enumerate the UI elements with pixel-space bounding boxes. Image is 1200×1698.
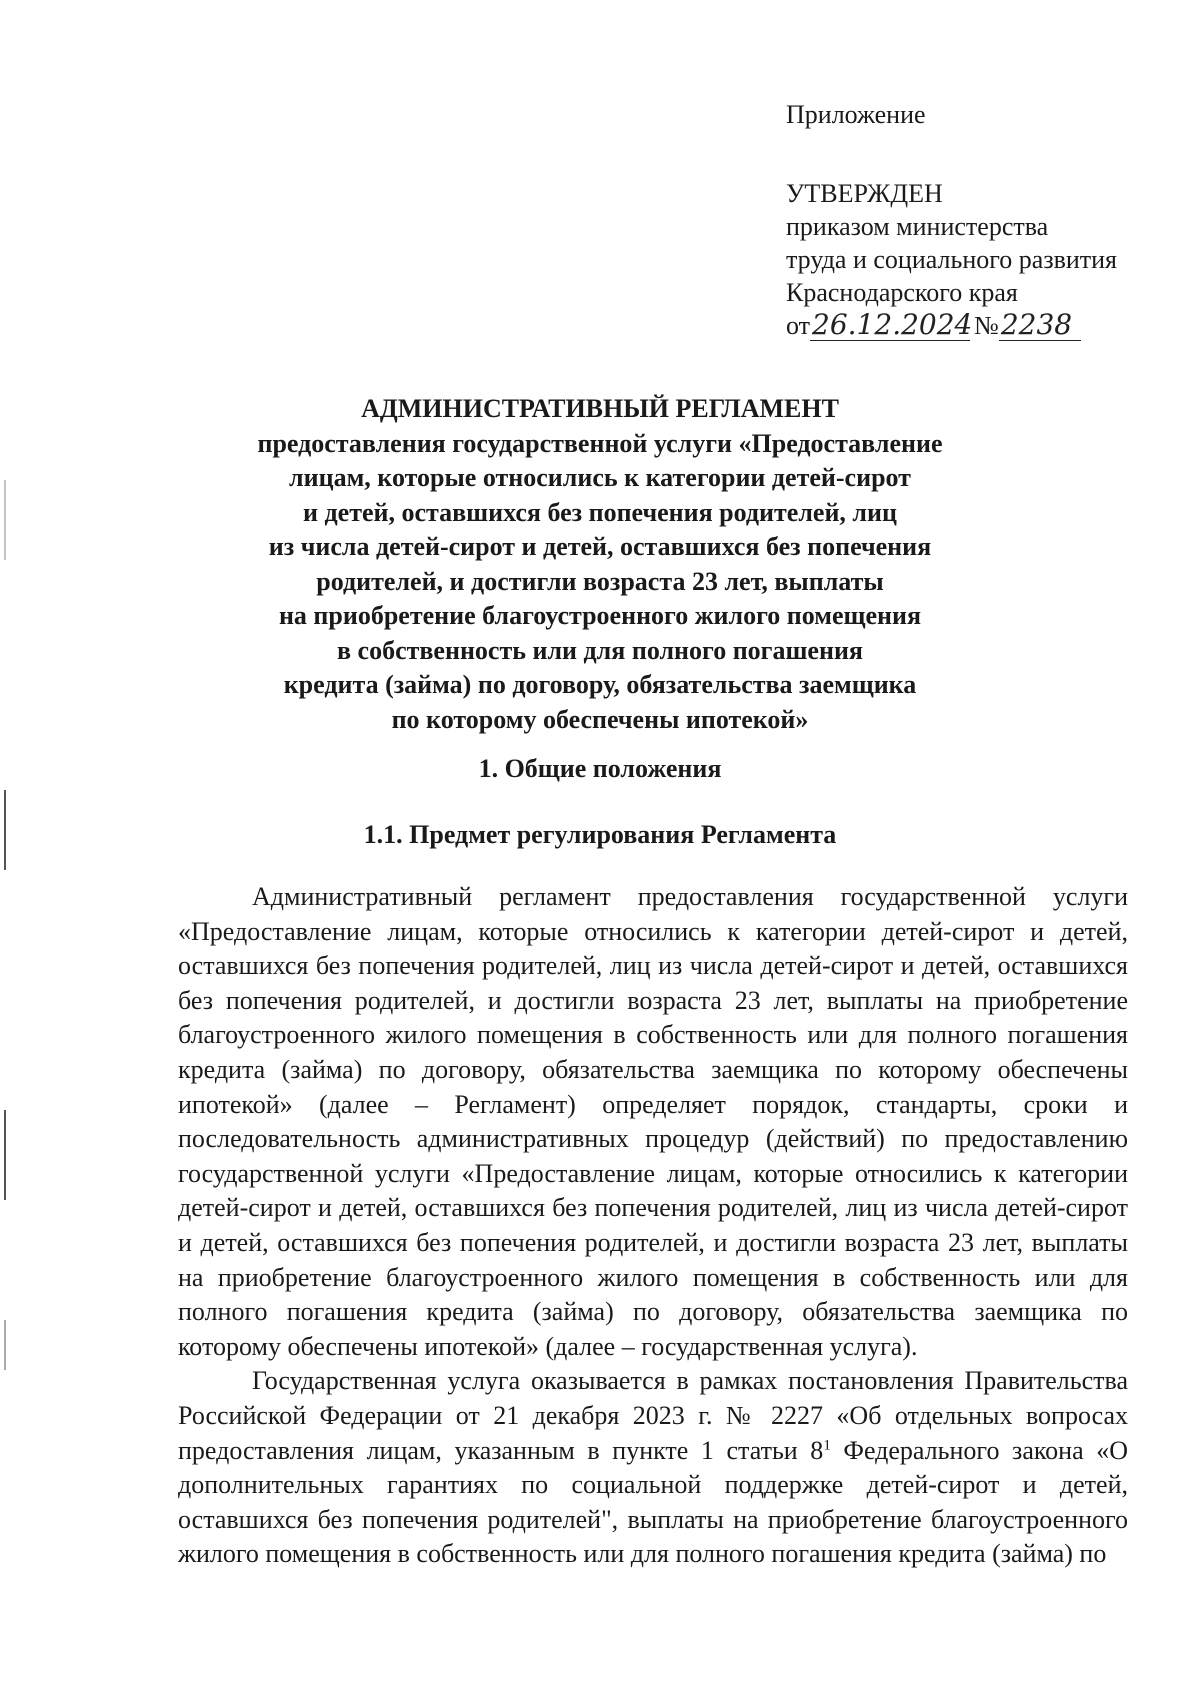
from-label: от	[786, 311, 811, 340]
paragraph: Административный регламент предоставления государственной услуги «Предоставление лицам, которые относились к категории детей-сирот и детей, оставшихся без попечения родителей, лиц из числа детей-сирот и детей, оставшихся без попечения родителей, и достигли возраста 23 лет, выплаты на приобретение благоустроенного жилого помещения в собственность или для полного погашения кредита (займа) по договору, обязательства заемщика по которому обеспечены ипотекой» (далее – Регламент) определяет порядок, стандарты, сроки и последовательность административных процедур (действий) по предоставлению государственной услуги «Предоставление лицам, которые относились к категории детей-сирот и детей, оставшихся без попечения родителей, лиц из числа детей-сирот и детей, оставшихся без попечения родителей, и достигли возраста 23 лет, выплаты на приобретение благоустроенного жилого помещения в собственность или для полного погашения кредита (займа) по договору, обязательства заемщика по которому обеспечены ипотекой» (далее – государственная услуга).	[178, 882, 1128, 1361]
title-line: и детей, оставшихся без попечения родителей, лиц	[303, 497, 897, 527]
order-date-number	[786, 309, 1186, 342]
approved-label: УТВЕРЖДЕН	[786, 179, 943, 208]
scan-artifact	[4, 790, 6, 870]
title-main: АДМИНИСТРАТИВНЫЙ РЕГЛАМЕНТ	[361, 394, 839, 423]
title-line: на приобретение благоустроенного жилого помещения	[278, 601, 922, 630]
approval-block	[786, 98, 1186, 342]
superscript: 1	[823, 1436, 831, 1453]
body-text	[178, 880, 1128, 1572]
approval-line: труда и социального развития	[786, 245, 1118, 274]
appendix-label: Приложение	[786, 100, 926, 129]
paragraph-text: Государственная услуга оказывается в рамках постановления Правительства Российской Федерации от 21 декабря 2023 г. № 2227 «Об отдельных вопросах предоставления лицам, указанным в пункте 1 статьи 8	[178, 1366, 1128, 1465]
handwritten-number: 2238	[999, 310, 1081, 341]
approval-line: Краснодарского края	[786, 278, 1018, 307]
paragraph-text: Федерального закона «О дополнительных гарантиях по социальной поддержке детей-сирот и детей, оставшихся без попечения родителей", выплаты на приобретение благоустроенного жилого помещения в собственность или для полного погашения кредита (займа) по	[178, 1435, 1128, 1569]
title-line: из числа детей-сирот и детей, оставшихся без попечения	[268, 532, 932, 561]
title-line: кредита (займа) по договору, обязательства заемщика	[283, 670, 917, 699]
scan-artifact	[4, 1110, 6, 1200]
subsection-heading: 1.1. Предмет регулирования Регламента	[363, 820, 837, 849]
title-line: в собственность или для полного погашения	[336, 635, 864, 665]
title-line: по которому обеспечены ипотекой»	[391, 704, 809, 734]
paragraph	[178, 1364, 1128, 1572]
title-line: предоставления государственной услуги «Предоставление	[257, 428, 943, 458]
scan-artifact	[4, 1320, 6, 1370]
number-label: №	[974, 311, 999, 340]
document-title	[190, 392, 1010, 737]
title-line: лицам, которые относились к категории детей-сирот	[289, 463, 911, 492]
handwritten-date: 26.12.2024	[812, 308, 973, 341]
scan-artifact	[4, 480, 6, 560]
approval-line: приказом министерства	[786, 212, 1049, 241]
title-line: родителей, и достигли возраста 23 лет, выплаты	[316, 566, 884, 596]
section-heading: 1. Общие положения	[478, 754, 722, 783]
